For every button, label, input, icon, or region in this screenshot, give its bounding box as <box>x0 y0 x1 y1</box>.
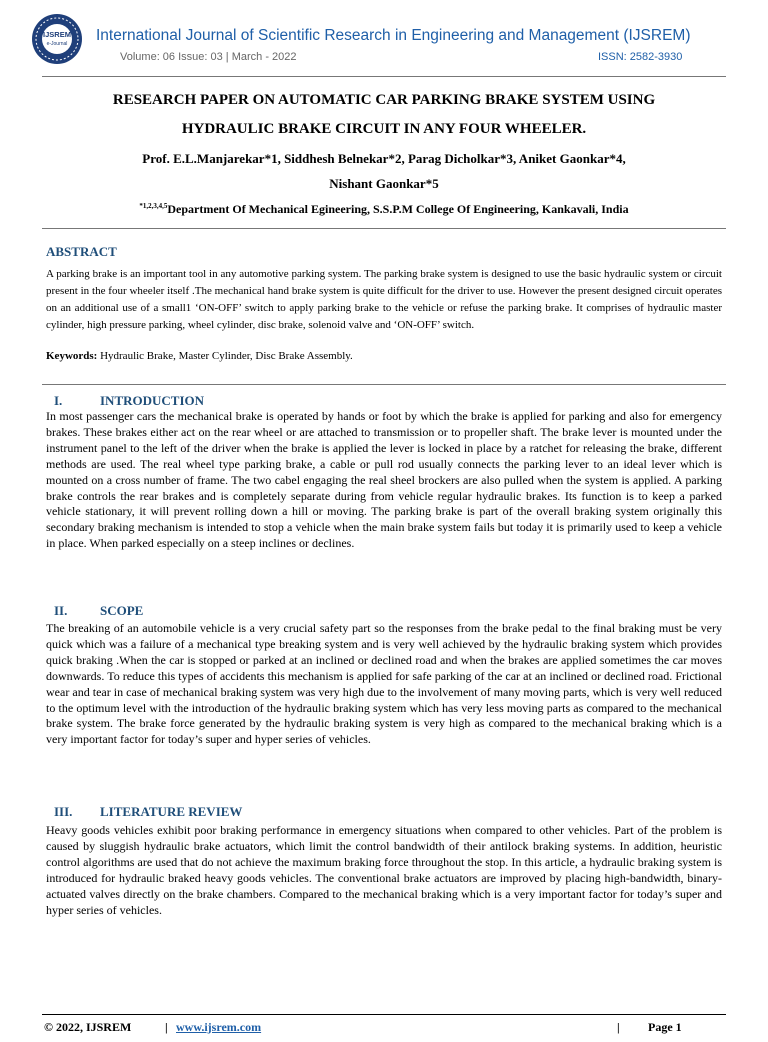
footer-separator: | <box>617 1020 620 1034</box>
copyright: © 2022, IJSREM <box>44 1020 132 1034</box>
website-link[interactable]: www.ijsrem.com <box>176 1020 262 1034</box>
authors-line2: Nishant Gaonkar*5 <box>329 176 439 191</box>
section-heading-literature-review <box>54 804 242 820</box>
authors-line1: Prof. E.L.Manjarekar*1, Siddhesh Belnekar*2, Parag Dicholkar*3, Aniket Gaonkar*4, <box>142 151 626 166</box>
header-divider <box>42 76 726 77</box>
page-number: Page 1 <box>648 1020 682 1034</box>
section-number: III. <box>54 804 73 819</box>
section-number: I. <box>54 393 63 408</box>
logo-text-top: IJSREM <box>43 30 71 39</box>
introduction-text: In most passenger cars the mechanical brake is operated by hands or foot by which the brake is applied for parking and also for emergency brakes. These brakes either act on the rear wheel or are attached to transmission or to propeller shaft. The brake lever is mounted under the instrument panel to the left of the driver when the brake is applied the lever is locked in place by a ratchet for releasing the brake, different methods are used. The real wheel type parking brake, a cable or pull rod usually connects the parking lever to an ideal lever which is mounted on a cross number of frame. The two cabel engaging the real sheel brockers are also pulled when the system is applied. A parking brake controls the rear brakes and is completely separate during from vehicle regular hydraulic brakes. Its function is to keep a parked vehicle stationary, it will prevent rolling down a hill or moving. The parking brake is part of the overall braking system originally this secondary braking mechanism is intended to stop a vehicle when the main brake system fails but today it is primarily used to keep a vehicle in place. When parked especially on a steep inclines or declines. <box>46 409 722 551</box>
affiliation-text: Department Of Mechanical Egineering, S.S.P.M College Of Engineering, Kankavali, India <box>167 202 629 216</box>
section-title: SCOPE <box>100 603 144 618</box>
keywords-text: Hydraulic Brake, Master Cylinder, Disc Brake Assembly. <box>97 350 353 362</box>
paper-title-line2: HYDRAULIC BRAKE CIRCUIT IN ANY FOUR WHEELER. <box>181 121 587 137</box>
ijsrem-logo <box>30 12 84 66</box>
section-heading-introduction <box>54 393 204 409</box>
section-title: LITERATURE REVIEW <box>100 804 243 819</box>
keywords <box>46 350 353 362</box>
footer-divider <box>42 1014 726 1015</box>
issn: ISSN: 2582-3930 <box>598 51 683 63</box>
logo-text-bottom: e-Journal <box>46 41 68 47</box>
abstract-heading: ABSTRACT <box>46 244 117 259</box>
affiliation-superscript: *1,2,3,4,5 <box>139 202 168 210</box>
literature-review-text: Heavy goods vehicles exhibit poor braking performance in emergency situations when compared to other vehicles. Part of the problem is caused by sluggish hydraulic brake actuators, which limit the control bandwidth of their antilock braking systems. In addition, heuristic control algorithms are used that do not achieve the maximum braking force throughout the stop. In this article, a hydraulic braking system is introduced for hydraulic braked heavy goods vehicles. The conventional brake actuators are improved by placing high-bandwidth, binary-actuated valves directly on the brake chambers. Compared to the mechanical braking which is a very important factor for today’s super and hyper series of vehicles. <box>46 823 722 917</box>
paper-title-line1: RESEARCH PAPER ON AUTOMATIC CAR PARKING BRAKE SYSTEM USING <box>112 92 656 108</box>
footer-separator: | <box>165 1020 168 1034</box>
keywords-label: Keywords: <box>46 350 98 362</box>
page-footer <box>0 1018 768 1042</box>
section-title: INTRODUCTION <box>100 393 205 408</box>
affiliation <box>0 202 768 217</box>
volume-issue: Volume: 06 Issue: 03 | March - 2022 <box>120 51 297 63</box>
abstract-divider <box>42 384 726 385</box>
journal-title: International Journal of Scientific Research in Engineering and Management (IJSREM) <box>96 27 691 44</box>
section-number: II. <box>54 603 68 618</box>
title-divider <box>42 228 726 229</box>
abstract-text: A parking brake is an important tool in any automotive parking system. The parking brake system is designed to use the basic hydraulic system or circuit present in the four wheeler itself .The mechanical hand brake system is quite difficult for the driver to use. However the present designed circuit operates on an additional use of a small1 ‘ON-OFF’ switch to apply parking brake to the vehicle or refuse the parking brake. It comprises of hydraulic master cylinder, high pressure parking, wheel cylinder, disc brake, solenoid valve and ‘ON-OFF’ switch. <box>46 268 722 331</box>
section-heading-scope <box>54 603 143 619</box>
journal-header <box>0 0 768 80</box>
scope-text: The breaking of an automobile vehicle is a very crucial safety part so the responses from the brake pedal to the final braking must be very quick which was a failure of a mechanical type breaking system and is very well achieved by the hydraulic braking system which provides quick braking .When the car is stopped or parked at an inclined or declined road and when the brakes are applied sometimes the car moves downwards. To reduce this types of accidents this mechanism is applied for safe parking of the car at an inclined or declined road. Frictional wear and tear in case of mechanical braking system was very high due to the involvement of many moving parts, which is very well reduced to the optimum level with the introduction of the hydraulic braking system which has very less moving parts as compared to the mechanical brake system. The brake force generated by the hydraulic braking system is very high as compared to the mechanical braking which is a very important factor for today’s super and hyper series of vehicles. <box>46 621 722 747</box>
